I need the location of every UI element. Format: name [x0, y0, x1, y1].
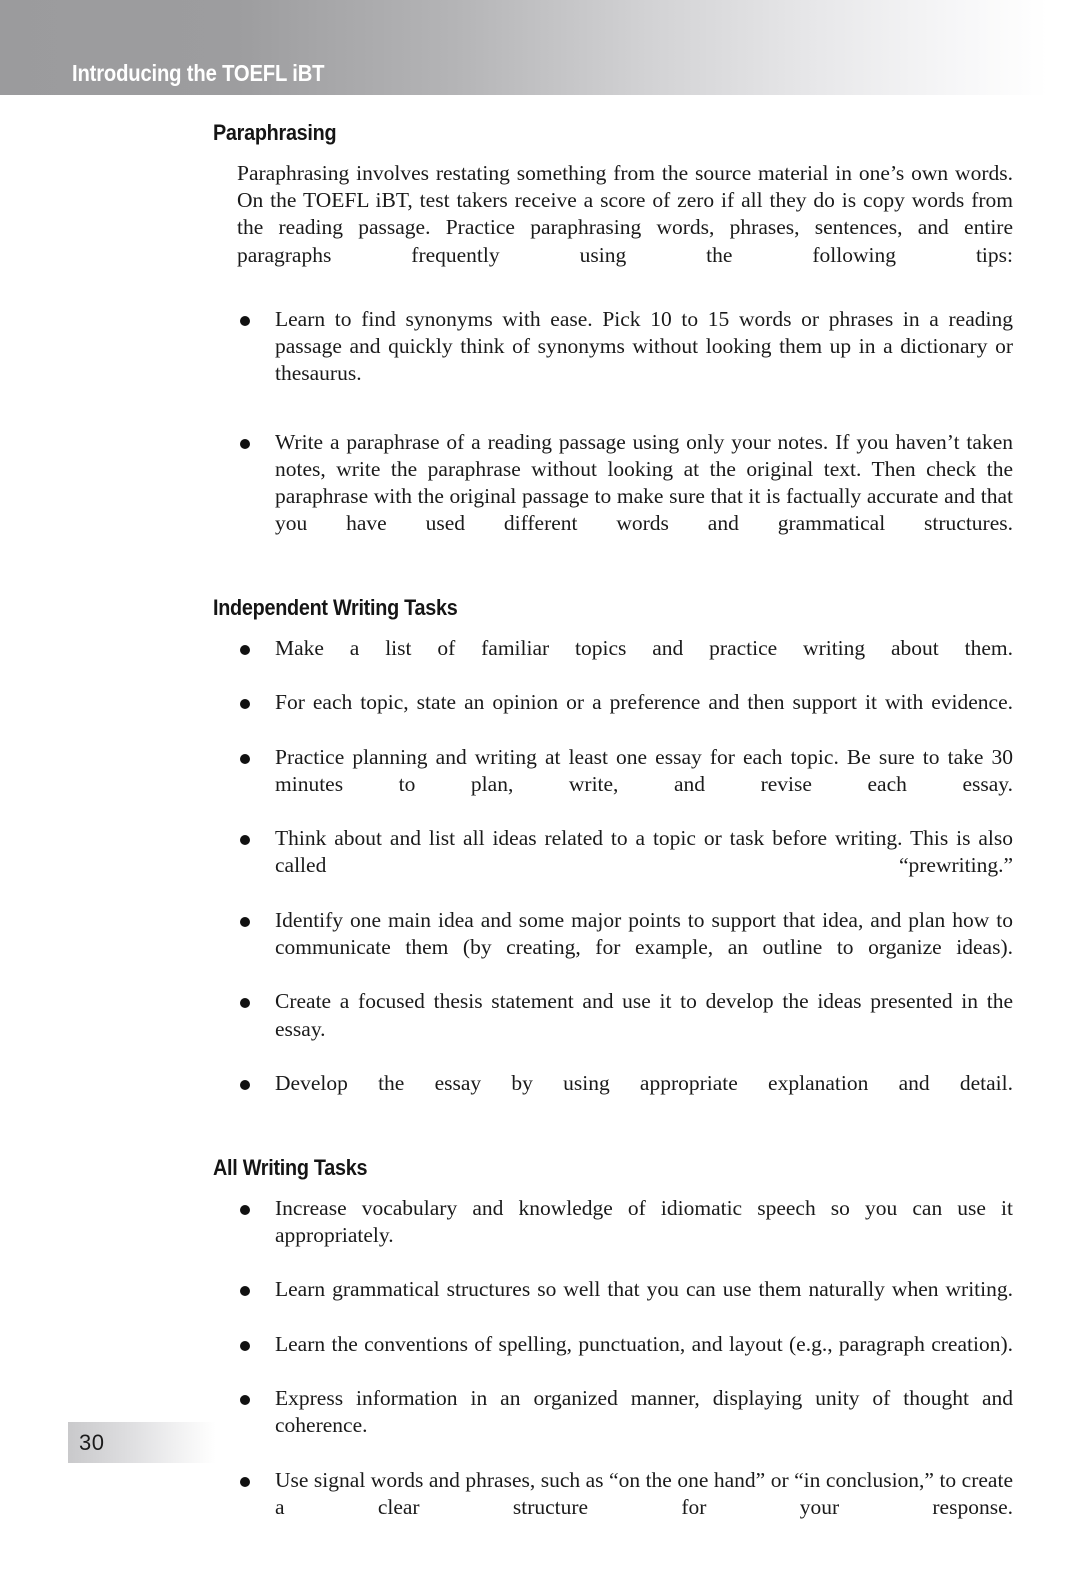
page-footer-bar — [68, 1422, 216, 1463]
list-item-text: Learn grammatical structures so well that you can use them naturally when writing. — [275, 1277, 1013, 1302]
running-header-title: Introducing the TOEFL iBT — [72, 60, 325, 86]
list-item-text: Develop the essay by using appropriate explanation and detail. — [275, 1071, 1013, 1096]
list-item-text: Use signal words and phrases, such as “on the one hand” or “in conclusion,” to create a clear structure for your response. — [275, 1467, 1013, 1519]
bullet-dot-icon — [240, 998, 250, 1008]
bullet-dot-icon — [240, 1205, 250, 1215]
list-item — [213, 1385, 1013, 1467]
paraphrasing-intro-paragraph: Paraphrasing involves restating something from the source material in one’s own words. On the TOEFL iBT, test takers receive a score of zero if all they do is copy words from the reading passage. Practice paraphrasing words, phrases, sentences, and entire paragraphs frequently using the following tips: — [237, 161, 1013, 267]
list-item-text: Identify one main idea and some major points to support that idea, and plan how to communicate them (by creating, for example, an outline to organize ideas). — [275, 907, 1013, 960]
all-writing-tasks-bullet-list — [213, 1195, 1013, 1549]
bullet-dot-icon — [240, 917, 250, 927]
list-item — [213, 1331, 1013, 1385]
list-item-text: Make a list of familiar topics and practice writing about them. — [275, 635, 1013, 660]
list-item — [213, 429, 1013, 565]
page-running-header — [0, 0, 1080, 95]
bullet-dot-icon — [240, 699, 250, 709]
bullet-dot-icon — [240, 1286, 250, 1296]
list-item-text: Express information in an organized manner, displaying unity of thought and coherence. — [275, 1385, 1013, 1438]
list-item — [213, 988, 1013, 1070]
bullet-dot-icon — [240, 645, 250, 655]
list-item — [213, 1195, 1013, 1277]
list-item-text: Learn the conventions of spelling, punctuation, and layout (e.g., paragraph creation). — [275, 1331, 1013, 1356]
page-content — [213, 120, 1013, 1578]
section-heading-paraphrasing: Paraphrasing — [213, 120, 337, 145]
list-item — [213, 635, 1013, 689]
section-independent-writing-tasks — [213, 595, 1013, 1125]
section-heading-all-writing-tasks: All Writing Tasks — [213, 1154, 368, 1180]
list-item — [213, 1276, 1013, 1330]
list-item-text: Think about and list all ideas related to a topic or task before writing. This is also called “prewriting.” — [275, 826, 1013, 878]
section-heading-independent-writing-tasks: Independent Writing Tasks — [213, 594, 458, 620]
list-item-text: For each topic, state an opinion or a preference and then support it with evidence. — [275, 690, 1013, 715]
section-paraphrasing — [213, 120, 1013, 565]
list-item-text: Practice planning and writing at least one essay for each topic. Be sure to take 30 minutes to plan, write, and revise each essay. — [275, 744, 1013, 796]
list-item — [213, 825, 1013, 907]
bullet-dot-icon — [240, 316, 250, 326]
page-number: 30 — [79, 1429, 105, 1455]
bullet-dot-icon — [240, 1341, 250, 1351]
bullet-dot-icon — [240, 1080, 250, 1090]
list-item — [213, 689, 1013, 743]
list-item — [213, 306, 1013, 415]
bullet-dot-icon — [240, 835, 250, 845]
list-item — [213, 907, 1013, 989]
paraphrasing-bullet-list — [213, 306, 1013, 565]
section-all-writing-tasks — [213, 1155, 1013, 1549]
list-item-text: Create a focused thesis statement and use it to develop the ideas presented in the essay. — [275, 989, 1013, 1041]
list-item-text: Increase vocabulary and knowledge of idiomatic speech so you can use it appropriately. — [275, 1195, 1013, 1247]
list-item — [213, 1467, 1013, 1549]
bullet-dot-icon — [240, 1477, 250, 1487]
bullet-dot-icon — [240, 439, 250, 449]
list-item — [213, 744, 1013, 826]
list-item-text: Write a paraphrase of a reading passage using only your notes. If you haven’t taken notes, write the paraphrase without looking at the original text. Then check the paraphrase with the original passage to make sure that it is factually accurate and that you have used different words and grammatical structures. — [275, 429, 1013, 536]
bullet-dot-icon — [240, 754, 250, 764]
bullet-dot-icon — [240, 1395, 250, 1405]
list-item-text: Learn to find synonyms with ease. Pick 10 to 15 words or phrases in a reading passage and quickly think of synonyms without looking them up in a dictionary or thesaurus. — [275, 307, 1013, 386]
list-item — [213, 1070, 1013, 1124]
independent-writing-tasks-bullet-list — [213, 635, 1013, 1125]
